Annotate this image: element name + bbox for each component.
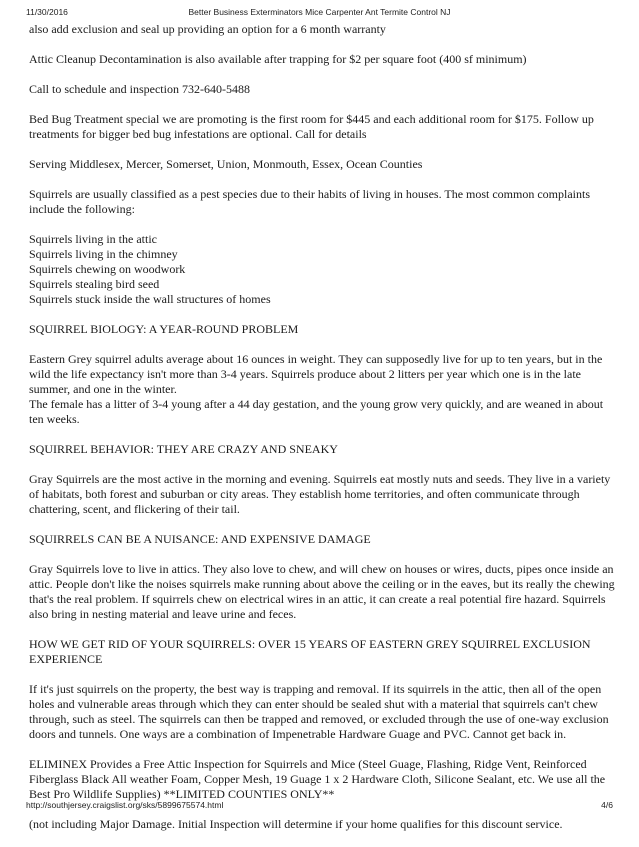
heading-squirrel-removal: HOW WE GET RID OF YOUR SQUIRRELS: OVER 15 YEARS OF EASTERN GREY SQUIRREL EXCLUSION EXPERIENCE	[29, 637, 591, 666]
print-page-title: Better Business Exterminators Mice Carpenter Ant Termite Control NJ	[188, 7, 451, 17]
print-footer	[26, 800, 613, 812]
heading-squirrel-nuisance: SQUIRRELS CAN BE A NUISANCE: AND EXPENSIVE DAMAGE	[29, 532, 371, 546]
paragraph-squirrel-behavior: Gray Squirrels are the most active in the morning and evening. Squirrels eat mostly nuts and seeds. They live in a variety of habitats, both forest and suburban or city areas. They establish home territories, and often communicate through chattering, scent, and flickering of their tail.	[29, 472, 611, 516]
paragraph-exclusion-warranty: also add exclusion and seal up providing an option for a 6 month warranty	[29, 22, 386, 36]
list-item: Squirrels living in the chimney	[29, 247, 178, 261]
paragraph-bed-bug-special: Bed Bug Treatment special we are promoting is the first room for $445 and each additional room for $175. Follow up treatments for bigger bed bug infestations are optional. Call for details	[29, 112, 594, 141]
list-item: Squirrels living in the attic	[29, 232, 157, 246]
heading-squirrel-biology: SQUIRREL BIOLOGY: A YEAR-ROUND PROBLEM	[29, 322, 299, 336]
paragraph-eliminex-offer: ELIMINEX Provides a Free Attic Inspection for Squirrels and Mice (Steel Guage, Flashing, Ridge Vent, Reinforced Fiberglass Black All weather Foam, Copper Mesh, 19 Guage 1 x 2 Hardware Cloth, Silicone Sealant, etc. We use all the Best Pro Wildlife Supplies) **LIMITED COUNTIES ONLY**	[29, 757, 606, 801]
paragraph-call-to-schedule: Call to schedule and inspection 732-640-5488	[29, 82, 250, 96]
list-item: Squirrels chewing on woodwork	[29, 262, 186, 276]
paragraph-trapping-removal: If it's just squirrels on the property, the best way is trapping and removal. If its squirrels in the attic, then all of the open holes and vulnerable areas through which they can enter should be sealed shut with a material that squirrels can't chew through, such as steel. The squirrels can then be trapped and removed, or excluded through the use of one-way exclusion doors and tunnels. One ways are a combination of Impenetrable Hardware Guage and PVC. Cannot get back in.	[29, 682, 609, 741]
document-body	[29, 22, 615, 847]
list-item: Squirrels stuck inside the wall structures of homes	[29, 292, 271, 306]
paragraph-attic-cleanup: Attic Cleanup Decontamination is also available after trapping for $2 per square foot (400 sf minimum)	[29, 52, 527, 66]
biology-block	[29, 352, 615, 427]
complaints-list	[29, 232, 615, 307]
print-header	[26, 7, 613, 19]
paragraph-squirrel-weight-lifespan: Eastern Grey squirrel adults average about 16 ounces in weight. They can supposedly live for up to ten years, but in the wild the life expectancy isn't more than 3-4 years. Squirrels produce about 2 litters per year which one is in the late summer, and one in the winter.	[29, 352, 603, 396]
paragraph-service-area: Serving Middlesex, Mercer, Somerset, Union, Monmouth, Essex, Ocean Counties	[29, 157, 423, 171]
list-item: Squirrels stealing bird seed	[29, 277, 160, 291]
page-number: 4/6	[601, 800, 613, 810]
paragraph-squirrel-damage: Gray Squirrels love to live in attics. They also love to chew, and will chew on houses or wires, ducts, pipes once inside an attic. People don't like the noises squirrels make running about above the ceiling or in the eaves, but its really the chewing that's the real problem. If squirrels chew on electrical wires in an attic, it can create a real potential fire hazard. Squirrels also bring in nesting material and leave urine and feces.	[29, 562, 615, 621]
print-date: 11/30/2016	[26, 7, 68, 17]
heading-squirrel-behavior: SQUIRREL BEHAVIOR: THEY ARE CRAZY AND SNEAKY	[29, 442, 338, 456]
page-url: http://southjersey.craigslist.org/sks/5899675574.html	[26, 800, 224, 810]
paragraph-squirrel-litter: The female has a litter of 3-4 young after a 44 day gestation, and the young grow very quickly, and are weaned in about ten weeks.	[29, 397, 604, 426]
paragraph-inspection-note: (not including Major Damage. Initial Inspection will determine if your home qualifies for this discount service.	[29, 817, 563, 831]
paragraph-squirrel-complaints-intro: Squirrels are usually classified as a pest species due to their habits of living in houses. The most common complaints include the following:	[29, 187, 591, 216]
